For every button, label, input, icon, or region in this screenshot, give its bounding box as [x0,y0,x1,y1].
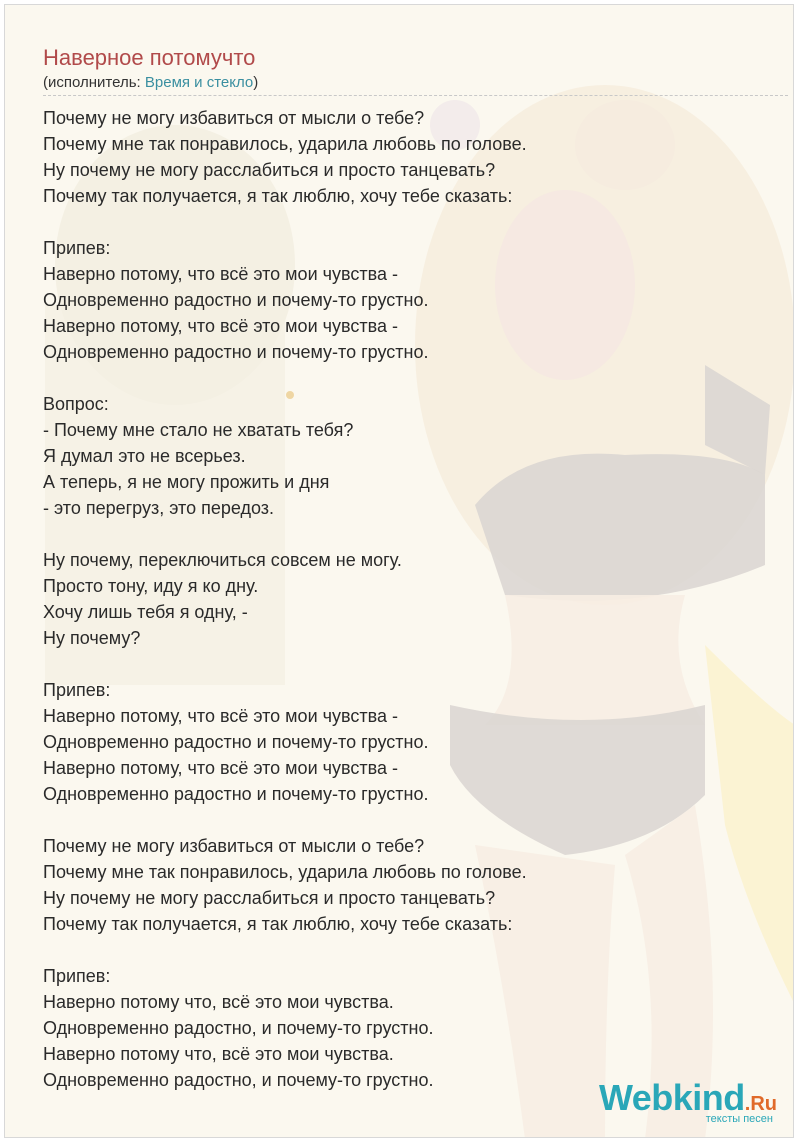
song-header [43,45,788,93]
song-title: Наверное потомучто [43,45,256,70]
lyrics-blank-line [43,521,763,547]
lyrics-line: Одновременно радостно, и почему-то грустно. [43,1018,434,1038]
lyrics-line: Ну почему не могу расслабиться и просто танцевать? [43,160,496,180]
lyrics-line: Вопрос: [43,394,109,414]
lyrics-line: Наверно потому, что всё это мои чувства - [43,758,398,778]
lyrics-blank-line [43,807,763,833]
lyrics-line: Почему мне так понравилось, ударила любовь по голове. [43,134,527,154]
lyrics-line: Одновременно радостно и почему-то грустно. [43,784,429,804]
lyrics-line: Наверно потому что, всё это мои чувства. [43,992,394,1012]
lyrics-line: Ну почему не могу расслабиться и просто танцевать? [43,888,496,908]
lyrics-line: Хочу лишь тебя я одну, - [43,602,248,622]
lyrics-line: Одновременно радостно и почему-то грустно. [43,732,429,752]
lyrics-line: Почему не могу избавиться от мысли о тебе? [43,108,425,128]
lyrics-line: Одновременно радостно и почему-то грустно. [43,290,429,310]
lyrics-line: - это перегруз, это передоз. [43,498,275,518]
lyrics-line: - Почему мне стало не хватать тебя? [43,420,354,440]
lyrics-line: А теперь, я не могу прожить и дня [43,472,330,492]
lyrics-line: Припев: [43,238,111,258]
page-frame [4,4,794,1138]
lyrics-line: Припев: [43,966,111,986]
lyrics-line: Просто тону, иду я ко дну. [43,576,259,596]
lyrics-line: Наверно потому, что всё это мои чувства - [43,264,398,284]
lyrics-line: Припев: [43,680,111,700]
logo-name: Webkind [598,1077,745,1118]
lyrics-line: Одновременно радостно, и почему-то грустно. [43,1070,434,1090]
logo-tagline: тексты песен [705,1113,773,1125]
site-logo[interactable] [599,1077,777,1125]
lyrics-line: Наверно потому что, всё это мои чувства. [43,1044,394,1064]
lyrics-body [43,105,763,1093]
lyrics-blank-line [43,209,763,235]
header-divider [43,95,788,96]
lyrics-line: Наверно потому, что всё это мои чувства - [43,316,398,336]
lyrics-line: Почему не могу избавиться от мысли о тебе? [43,836,425,856]
artist-suffix: ) [253,74,259,91]
logo-tld: .Ru [744,1093,777,1115]
lyrics-blank-line [43,937,763,963]
artist-line [43,73,788,93]
lyrics-line: Почему так получается, я так люблю, хочу тебе сказать: [43,914,513,934]
lyrics-blank-line [43,365,763,391]
lyrics-line: Почему мне так понравилось, ударила любовь по голове. [43,862,527,882]
lyrics-line: Ну почему? [43,628,141,648]
lyrics-line: Я думал это не всерьез. [43,446,246,466]
lyrics-line: Одновременно радостно и почему-то грустно. [43,342,429,362]
artist-link[interactable]: Время и стекло [144,74,254,91]
lyrics-line: Наверно потому, что всё это мои чувства - [43,706,398,726]
lyrics-line: Ну почему, переключиться совсем не могу. [43,550,402,570]
lyrics-blank-line [43,651,763,677]
artist-prefix: (исполнитель: [43,74,145,91]
lyrics-line: Почему так получается, я так люблю, хочу тебе сказать: [43,186,513,206]
